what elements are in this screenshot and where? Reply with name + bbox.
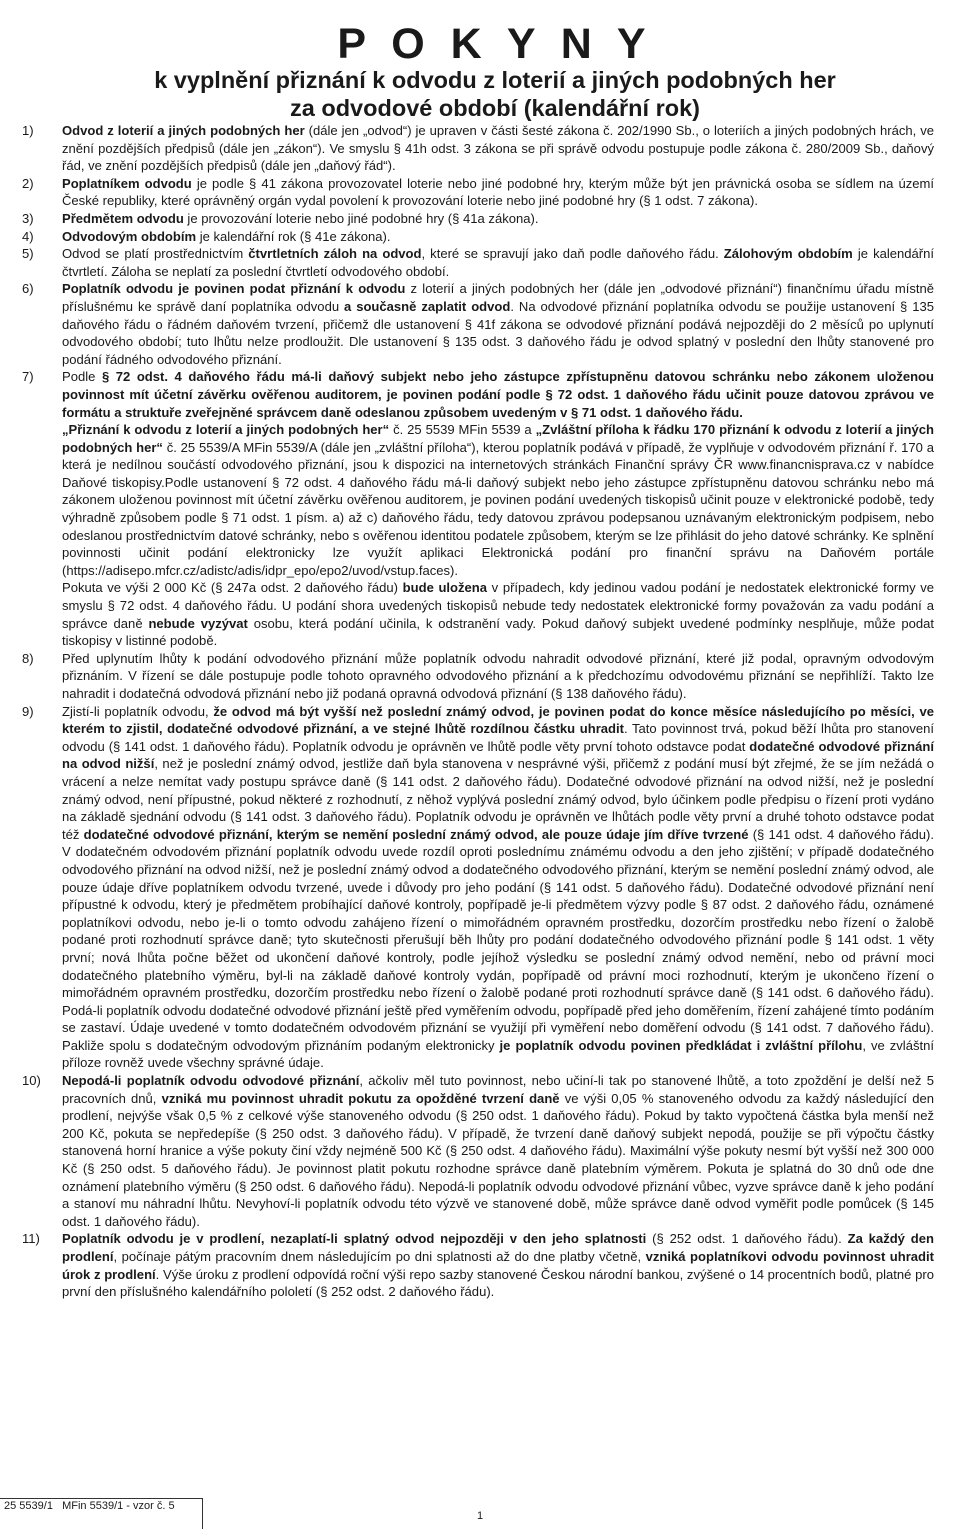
emphasized-text: Poplatník odvodu je v prodlení, nezaplatí-li splatný odvod nejpozději v den jeho splatnosti — [62, 1231, 647, 1247]
item-body — [62, 210, 934, 228]
text-run: (§ 252 odst. 1 daňového řádu). — [646, 1231, 848, 1247]
instruction-item — [22, 245, 934, 280]
item-number: 7) — [22, 369, 34, 385]
text-run: (dále jen „odvod“) je upraven v části šesté zákona č. 202/1990 Sb., o loteriích a jiných podobných hrách, ve znění pozdějších předpisů (dále jen „zákon“). Ve smyslu § 41h odst. 3 zákona se při správě odvodu postupuje podle zákona č. 280/2009 Sb., daňový řád, ve znění pozdějších předpisů (dále jen „daňový řád“). — [62, 123, 934, 174]
item-body — [62, 245, 934, 280]
text-run: Pokuta ve výši 2 000 Kč (§ 247a odst. 2 daňového řádu) — [62, 580, 403, 596]
text-run: , počínaje pátým pracovním dnem následujícím po dni splatnosti až do dne platby včetně, — [113, 1249, 646, 1264]
text-run: je podle § 41 zákona provozovatel loterie nebo jiné podobné hry, kterým může být jen právnická osoba se sídlem na území České republiky, které oprávněný orgán vydal povolení k provozování loterie nebo jiné podobné hry (§ 1 odst. 7 zákona). — [62, 175, 934, 209]
page-header — [0, 0, 960, 122]
text-run: je kalendářní čtvrtletí. Záloha se neplatí za poslední čtvrtletí odvodového období. — [62, 246, 934, 279]
item-number: 3) — [22, 210, 34, 226]
form-code: 25 5539/1 MFin 5539/1 - vzor č. 5 — [4, 1500, 175, 1512]
item-number: 10) — [22, 1073, 41, 1089]
emphasized-text: Nepodá-li poplatník odvodu odvodové přiznání — [62, 1073, 360, 1089]
text-run: osobu, která podání učinila, k odstranění vady. Pokud daňový subjekt uvedené podmínky nesplňuje, může podat tiskopisy v listinné podobě. — [62, 615, 934, 649]
emphasized-text: Poplatníkem odvodu — [62, 175, 192, 191]
emphasized-text: je poplatník odvodu povinen předkládat i zvláštní přílohu — [499, 1037, 863, 1053]
item-paragraph — [62, 122, 934, 175]
instruction-item — [22, 228, 934, 246]
emphasized-text: dodatečné odvodové přiznání na odvod nižší — [62, 738, 934, 772]
item-paragraph — [62, 245, 934, 280]
emphasized-text: vzniká mu povinnost uhradit pokutu za opožděné tvrzení daně — [161, 1090, 560, 1106]
item-number: 11) — [22, 1231, 40, 1247]
emphasized-text: Předmětem odvodu — [62, 210, 184, 226]
item-number: 8) — [22, 650, 34, 666]
text-run: , ve zvláštní příloze rovněž uvede všechny správné údaje. — [62, 1037, 934, 1071]
text-run: je provozování loterie nebo jiné podobné hry (§ 41a zákona). — [183, 210, 539, 226]
page-title: P O K Y N Y — [337, 20, 653, 68]
instruction-item — [22, 1072, 934, 1230]
item-paragraph — [62, 280, 934, 368]
item-paragraph — [62, 175, 934, 210]
text-run: je kalendářní rok (§ 41e zákona). — [196, 228, 391, 244]
instruction-item — [22, 1230, 934, 1300]
emphasized-text: Za každý den prodlení — [62, 1231, 934, 1264]
text-run: (§ 141 odst. 4 daňového řádu). V dodatečném odvodovém přiznání poplatník odvodu uvede rozdíl oproti poslednímu známému odvodu a den jeho zjištění; v případě dodatečného odvodového přiznání na odvod nižší, než je poslední známý odvod a dodatečného odvodového přiznání, kterým se nemění poslední známý odvod, ale pouze údaje dříve poplatníkem odvodu tvrzené, uvede i důvody pro jeho podání (§ 141 odst. 5 daňového řádu). Dodatečné odvodové přiznání není přípustné k odvodu, který je předmětem probíhající daňové kontroly, popřípadě je-li předmětem výzvy podle § 87 odst. 2 daňového řádu, oznámené poplatníkovi odvodu, nebo je-li o tomto odvodu zahájeno řízení o mimořádném opravném prostředku, dozorčím prostředku nebo řízení o žalobě podané proti rozhodnutí správce daně; tyto skutečnosti přerušují běh lhůty pro podání dodatečného odvodového přiznání podle § 141 odst. 1 věty první; nová lhůta počne běžet od ukončení daňové kontroly, podle jejíhož výsledku se poslední známý odvod nemění, nebo od právní moci dodatečného platebního výměru, byl-li na základě daňové kontroly vydán, popřípadě od právní moci rozhodnutí, kterým je ukončeno řízení o mimořádném opravném prostředku, dozorčím prostředku nebo řízení o žalobě podané proti rozhodnutí správce daně (§ 141 odst. 6 daňového řádu). Podá-li poplatník odvodu dodatečné odvodové přiznání ještě před vyměřením odvodu, popřípadě před jeho doměřením, řízení zahájené tímto podáním se zastaví. Údaje uvedené v tomto dodatečném odvodovém přiznání se využijí při vyměření nebo doměření odvodu (§ 141 odst. 7 daňového řádu). Pakliže spolu s dodatečným odvodovým přiznáním podaným elektronicky — [62, 826, 934, 1053]
instruction-item — [22, 210, 934, 228]
emphasized-text: dodatečné odvodové přiznání, kterým se nemění poslední známý odvod, ale pouze údaje jím dříve tvrzené — [83, 826, 749, 842]
emphasized-text: „Přiznání k odvodu z loterií a jiných podobných her“ — [62, 422, 390, 438]
emphasized-text: čtvrtletních záloh na odvod — [248, 246, 422, 262]
text-run: . Na odvodové přiznání poplatníka odvodu se použije ustanovení § 135 daňového řádu o řádném daňovém tvrzení, přičemž dle ustanovení § 41f zákona se odvodové přiznání podává nejpozději do 2 měsíců po uplynutí odvodového období; tuto lhůtu nelze prodloužit. Dle ustanovení § 135 odst. 3 daňového řádu je odvod splatný v poslední den lhůty stanovené pro podání řádného odvodového přiznání. — [62, 298, 934, 367]
emphasized-text: vzniká poplatníkovi odvodu povinnost uhradit úrok z prodlení — [62, 1249, 935, 1282]
item-paragraph — [62, 579, 934, 649]
emphasized-text: bude uložena — [402, 580, 488, 596]
emphasized-text: že odvod má být vyšší než poslední známý odvod, je povinen podat do konce měsíce následujícího po měsíci, ve kterém to zjistil, dodatečné odvodové přiznání, a ve stejné lhůtě rozdílnou částku uhradit — [62, 703, 935, 737]
item-paragraph — [62, 228, 934, 246]
text-run: Před uplynutím lhůty k podání odvodového přiznání může poplatník odvodu nahradit odvodové přiznání, které již podal, opravným odvodovým přiznáním. V řízení se dále postupuje podle tohoto opravného odvodového přiznání a k předchozímu odvodovému přiznání se nepřihlíží. Takto lze nahradit i dodatečná odvodová přiznání nebo již podaná opravná odvodová přiznání (§ 138 daňového řádu). — [62, 650, 934, 701]
item-paragraph — [62, 421, 934, 579]
emphasized-text: Odvodovým obdobím — [62, 228, 197, 244]
instruction-list — [22, 122, 934, 1301]
instruction-item — [22, 650, 934, 703]
text-run: Odvod se platí prostřednictvím — [62, 246, 249, 262]
text-run: č. 25 5539/A MFin 5539/A (dále jen „zvláštní příloha“), kterou poplatník podává v případě, že vyplňuje v odvodovém přiznání ř. 170 a která je nedílnou součástí odvodového přiznání, jsou k dispozici na internetových stránkách Finanční správy ČR www.financnisprava.cz v nabídce Daňové tiskopisy.Podle ustanovení § 72 odst. 4 daňového řádu má-li daňový subjekt nebo jeho zástupce zpřístupněnu datovou schránku nebo má zákonem uloženou povinnost mít účetní závěrku ověřenou auditorem, je povinen podání uvedených tiskopisů učinit pouze v elektronické podobě, tedy výhradně způsobem podle § 71 odst. 1 písm. a) až c) daňového řádu, tedy datovou zprávou podepsanou uznávaným elektronickým podpisem, nebo odeslanou prostřednictvím datové schránky, nebo s ověřenou identitou podatele způsobem, kterým se lze přihlásit do jeho datové schránky. Ke splnění povinnosti učinit podání elektronicky lze využít aplikaci Elektronická podání pro finanční správu na Daňovém portále (https://adisepo.mfcr.cz/adistc/adis/idpr_epo/epo2/uvod/vstup.faces). — [62, 439, 934, 578]
item-body — [62, 650, 934, 703]
text-run: . Tato povinnost trvá, pokud běží lhůta pro stanovení odvodu (§ 141 odst. 1 daňového řádu). Poplatník odvodu je oprávněn ve lhůtě podle věty první tohoto odstavce podat — [62, 721, 934, 754]
text-run: Zjistí-li poplatník odvodu, — [62, 703, 214, 719]
text-run: v případech, kdy jedinou vadou podání je nedostatek elektronické formy ve smyslu § 72 odst. 4 daňového řádu. U podání shora uvedených tiskopisů nebude tedy nedostatek elektronické formy považován za vadu podání a správce daně — [62, 580, 935, 631]
item-body — [62, 1072, 934, 1230]
page-number: 1 — [477, 1510, 484, 1522]
text-run: . Výše úroku z prodlení odpovídá roční výši repo sazby stanovené Českou národní bankou, zvýšené o 14 procentních bodů, platné pro první den příslušného kalendářního pololetí (§ 252 odst. 2 daňového řádu). — [62, 1266, 934, 1300]
emphasized-text: „Zvláštní příloha k řádku 170 přiznání k odvodu z loterií a jiných podobných her“ — [62, 422, 934, 455]
text-run: , než je poslední známý odvod, jestliže daň byla stanovena v nesprávné výši, přičemž z podání musí být zřejmé, že se jím nežádá o vrácení a nelze nemítat vady postupu správce daně (§ 141 odst. 2 daňového řádu). Dodatečné odvodové přiznání na odvod nižší, než je poslední známý odvod, není přípustné, pokud některé z rozhodnutí, z něhož vyplývá poslední známý odvod, bylo účinkem podle předpisu o řízení proti vydáno na základě sjednání odvodu (§ 141 odst. 3 daňového řádu). Poplatník odvodu je oprávněn ve lhůtách podle věty první a druhé tohoto odstavce podat též — [62, 756, 934, 842]
item-number: 2) — [22, 175, 34, 191]
item-paragraph — [62, 368, 934, 421]
instruction-item — [22, 175, 934, 210]
instruction-item — [22, 368, 934, 650]
emphasized-text: Odvod z loterií a jiných podobných her — [62, 123, 305, 138]
page-subtitle-line-1: k vyplnění přiznání k odvodu z loterií a jiných podobných her — [154, 67, 836, 93]
emphasized-text: nebude vyzývat — [148, 615, 248, 631]
page-subtitle-line-2: za odvodové období (kalendářní rok) — [290, 95, 700, 121]
item-paragraph — [62, 650, 934, 703]
footer-divider — [0, 1498, 202, 1499]
item-number: 9) — [22, 703, 34, 719]
item-paragraph — [62, 703, 934, 1072]
item-number: 6) — [22, 281, 34, 297]
item-body — [62, 368, 934, 650]
item-number: 4) — [22, 228, 34, 244]
item-body — [62, 280, 934, 368]
item-body — [62, 703, 934, 1072]
item-paragraph — [62, 1072, 934, 1230]
instruction-item — [22, 280, 934, 368]
item-body — [62, 228, 934, 246]
item-number: 5) — [22, 246, 34, 262]
emphasized-text: a současně zaplatit odvod — [344, 298, 511, 314]
item-body — [62, 1230, 934, 1300]
emphasized-text: § 72 odst. 4 daňového řádu má-li daňový subjekt nebo jeho zástupce zpřístupněnu datovou schránku nebo zákonem uloženou povinnost mít účetní závěrku ověřenou auditorem, je povinen podání podle § 72 odst. 1 daňového řádu učinit pouze datovou zprávou ve formátu a struktuře zveřejněné správcem daně odeslanou způsobem uvedeným v § 71 odst. 1 daňového řádu. — [62, 369, 935, 420]
instruction-item — [22, 122, 934, 175]
emphasized-text: Poplatník odvodu je povinen podat přiznání k odvodu — [62, 281, 406, 297]
text-run: , ačkoliv měl tuto povinnost, nebo učiní-li tak po stanovené lhůtě, a toto zpoždění je delší než 5 pracovních dnů, — [62, 1073, 934, 1106]
item-paragraph — [62, 210, 934, 228]
item-paragraph — [62, 1230, 934, 1300]
item-number: 1) — [22, 123, 34, 138]
emphasized-text: Zálohovým obdobím — [723, 246, 853, 262]
footer-vertical-divider — [202, 1498, 203, 1529]
text-run: Podle — [62, 369, 102, 385]
text-run: č. 25 5539 MFin 5539 a — [389, 422, 536, 438]
item-body — [62, 175, 934, 210]
instruction-item — [22, 703, 934, 1072]
item-body — [62, 122, 934, 175]
text-run: ve výši 0,05 % stanoveného odvodu za každý následující den prodlení, nejvýše však 0,5 % z celkové výše stanoveného odvodu (§ 250 odst. 1 daňového řádu). Pokud by takto vypočtená částka byla menší než 200 Kč, pokuta se nepředepíše (§ 250 odst. 3 daňového řádu). V případě, že tvrzení daně daňový subjekt nepodá, použije se při výpočtu částky stanovená horní hranice a výše pokuty činí vždy nejméně 500 Kč (§ 250 odst. 4 daňového řádu). Maximální výše pokuty nesmí být vyšší než 300 000 Kč (§ 250 odst. 5 daňového řádu). Je povinnost platit pokutu rozhodne správce daně platebním výměrem. Pokuta je splatná do 30 dnů ode dne oznámení platebního výměru (§ 250 odst. 6 daňového řádu). Nepodá-li poplatník odvodu odvodové přiznání vůbec, vyzve správce daně k jeho podání a stanoví mu náhradní lhůtu. Nevyhoví-li poplatník odvodu této výzvě ve stanovené době, může správce daně odvod vyměřit podle pomůcek (§ 145 odst. 1 daňového řádu). — [62, 1090, 934, 1229]
text-run: z loterií a jiných podobných her (dále jen „odvodové přiznání“) finančnímu úřadu místně příslušnému ke správě daní poplatníka odvodu — [62, 281, 934, 314]
text-run: , které se spravují jako daň podle daňového řádu. — [421, 246, 724, 262]
